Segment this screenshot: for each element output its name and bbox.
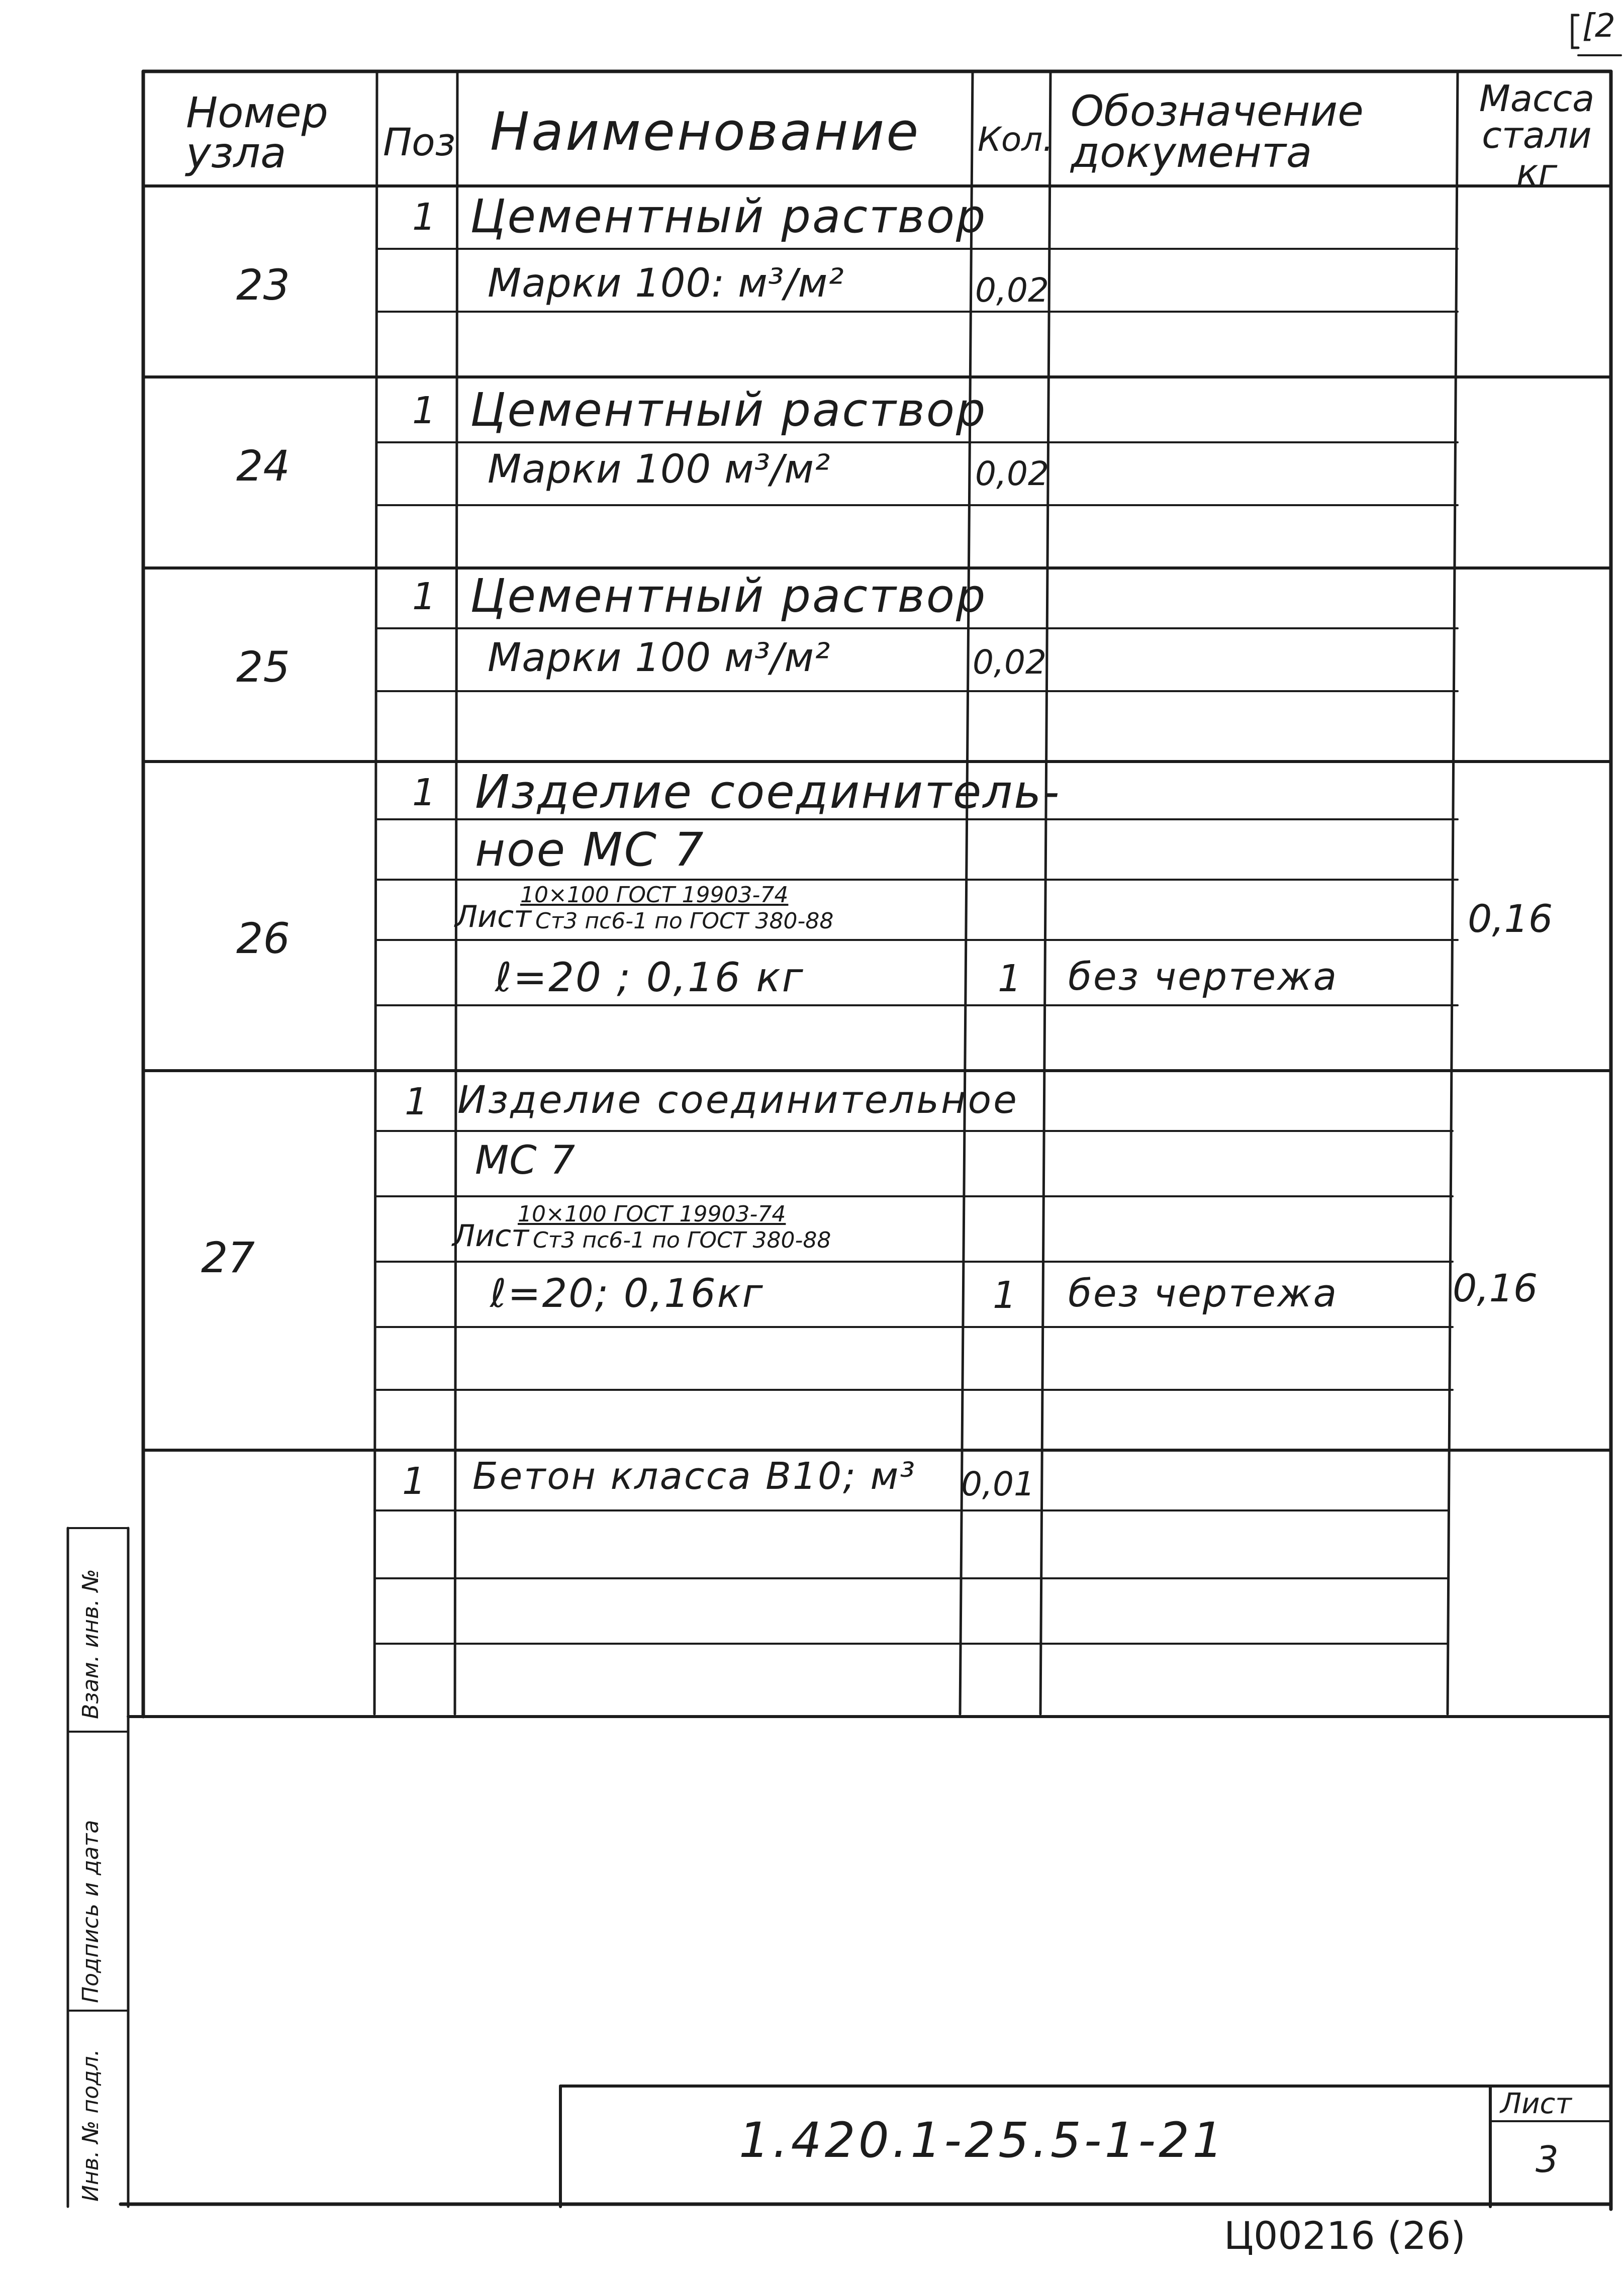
row-name: Марки 100 м³/м² xyxy=(488,447,831,492)
row-quantity: 0,02 xyxy=(975,271,1049,310)
header-node-number: Номер узла xyxy=(186,88,328,177)
row-quantity: 1 xyxy=(993,1274,1017,1317)
row-document: без чертежа xyxy=(1068,954,1339,999)
header-quantity: Кол. xyxy=(978,120,1054,159)
node-number: 24 xyxy=(236,441,290,491)
row-name: Цементный раствор xyxy=(470,569,987,623)
stamp-inventory-original: Инв. № подл. xyxy=(78,2049,104,2202)
node-number: 25 xyxy=(236,642,290,692)
row-name: Марки 100: м³/м² xyxy=(488,261,844,306)
sheet-number: 3 xyxy=(1536,2138,1559,2181)
sheet-label: Лист xyxy=(452,1218,529,1254)
row-name: ℓ=20 ; 0,16 кг xyxy=(495,954,805,1001)
corner-sheet-mark: [2 xyxy=(1582,8,1615,45)
row-name: ℓ=20; 0,16кг xyxy=(490,1271,765,1316)
steel-grade-standard: Ст3 пс6-1 по ГОСТ 380-88 xyxy=(533,1227,831,1253)
row-position: 1 xyxy=(402,1460,426,1503)
sheet-label: Лист xyxy=(1500,2088,1572,2120)
node-number: 27 xyxy=(201,1233,255,1282)
row-position: 1 xyxy=(412,771,436,814)
row-name: ное МС 7 xyxy=(475,823,705,877)
row-name: Цементный раствор xyxy=(470,383,987,437)
row-document: без чертежа xyxy=(1068,1271,1339,1315)
row-quantity: 1 xyxy=(998,957,1022,1000)
header-steel-mass: Масса стали кг xyxy=(1479,77,1595,194)
sheet-spec-fraction xyxy=(455,882,958,942)
row-position: 1 xyxy=(412,389,436,432)
row-name: Бетон класса В10; м³ xyxy=(472,1455,917,1498)
node-mass: 0,16 xyxy=(1468,896,1553,941)
sheet-spec-fraction xyxy=(452,1201,955,1262)
stamp-replaced-inventory: Взам. инв. № xyxy=(78,1569,104,1719)
stamp-signature-date: Подпись и дата xyxy=(78,1820,104,2003)
row-quantity: 0,02 xyxy=(975,454,1049,493)
header-document: Обозначение документа xyxy=(1071,86,1364,177)
row-position: 1 xyxy=(412,196,436,239)
row-name: МС 7 xyxy=(475,1138,576,1183)
steel-grade-standard: Ст3 пс6-1 по ГОСТ 380-88 xyxy=(535,908,834,934)
row-position: 1 xyxy=(412,575,436,618)
sheet-size-standard: 10×100 ГОСТ 19903-74 xyxy=(520,882,789,908)
header-name: Наименование xyxy=(490,101,921,162)
row-name: Изделие соединитель- xyxy=(475,765,1061,819)
row-quantity: 0,01 xyxy=(961,1465,1035,1503)
sheet-size-standard: 10×100 ГОСТ 19903-74 xyxy=(518,1201,786,1227)
node-number: 26 xyxy=(236,914,290,963)
document-code: 1.420.1-25.5-1-21 xyxy=(739,2112,1226,2168)
node-mass: 0,16 xyxy=(1453,1266,1538,1310)
row-quantity: 0,02 xyxy=(973,643,1046,682)
row-position: 1 xyxy=(405,1080,429,1123)
header-position: Поз xyxy=(383,120,456,164)
archive-stamp: Ц00216 (26) xyxy=(1224,2213,1466,2258)
node-number: 23 xyxy=(236,260,290,310)
row-name: Цементный раствор xyxy=(470,190,987,243)
row-name: Марки 100 м³/м² xyxy=(488,635,831,681)
row-name: Изделие соединительное xyxy=(457,1077,1019,1122)
sheet-label: Лист xyxy=(455,899,532,934)
